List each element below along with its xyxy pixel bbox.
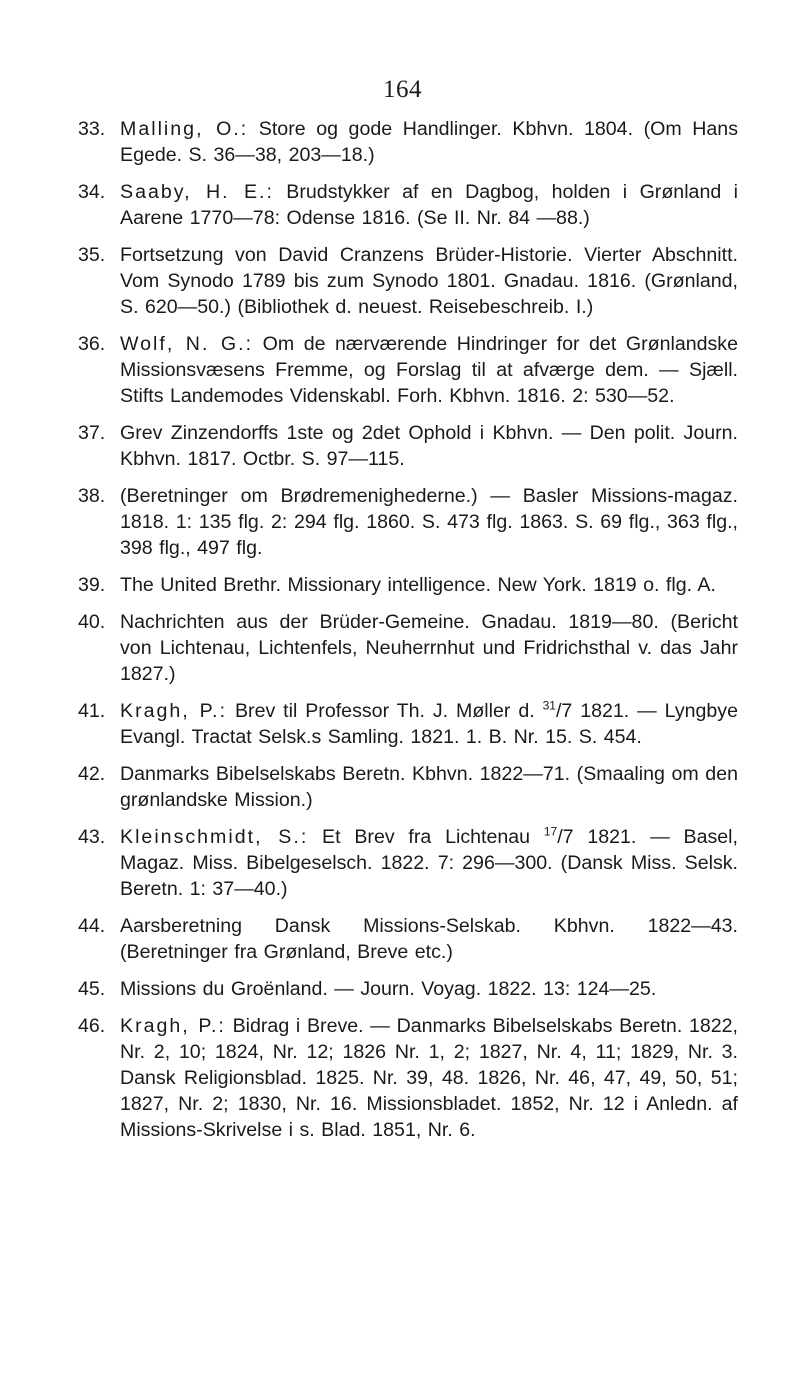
bibliography-entry: [78, 976, 738, 1002]
entry-author: Malling, O.:: [120, 118, 249, 140]
entry-number: 44.: [78, 915, 106, 937]
bibliography-entry: [78, 242, 738, 320]
entry-text-continued: /7 1821. — Lyngbye Evangl. Tractat Selsk.s Samling. 1821. 1. B. Nr. 15. S. 454.: [120, 700, 738, 748]
entry-text: Danmarks Bibelselskabs Beretn. Kbhvn. 1822—71. (Smaaling om den grønlandske Mission.): [120, 763, 738, 811]
entry-text: Store og gode Handlinger. Kbhvn. 1804. (Om Hans Egede. S. 36—38, 203—18.): [120, 118, 738, 166]
entry-author: Kleinschmidt, S.:: [120, 826, 309, 848]
bibliography-entry: [78, 572, 738, 598]
entry-number: 38.: [78, 485, 106, 507]
entry-number: 41.: [78, 700, 106, 722]
page-number: 164: [383, 76, 422, 103]
bibliography-entry: [78, 483, 738, 561]
entry-number: 34.: [78, 181, 106, 203]
entry-number: 40.: [78, 611, 106, 633]
bibliography-entry: [78, 824, 738, 902]
entry-author: Wolf, N. G.:: [120, 333, 254, 355]
bibliography-entry: [78, 1013, 738, 1143]
bibliography-entry: [78, 420, 738, 472]
entry-text: Aarsberetning Dansk Missions-Selskab. Kbhvn. 1822—43. (Beretninger fra Grønland, Breve etc.): [120, 915, 738, 963]
bibliography-list: [78, 116, 738, 1154]
entry-number: 46.: [78, 1015, 106, 1037]
entry-author: Saaby, H. E.:: [120, 181, 274, 203]
entry-author: Kragh, P.:: [120, 1015, 226, 1037]
entry-text: Brev til Professor Th. J. Møller d.: [227, 700, 543, 722]
entry-number: 35.: [78, 244, 106, 266]
entry-text: Nachrichten aus der Brüder-Gemeine. Gnadau. 1819—80. (Bericht von Lichtenau, Lichtenfels, Neuherrnhut und Fridrichsthal v. das Jahr 1827.): [120, 611, 738, 685]
bibliography-entry: [78, 913, 738, 965]
date-superscript: 17: [543, 824, 558, 839]
bibliography-entry: [78, 698, 738, 750]
bibliography-entry: [78, 116, 738, 168]
entry-number: 42.: [78, 763, 106, 785]
entry-text: (Beretninger om Brødremenighederne.) — Basler Missions-magaz. 1818. 1: 135 flg. 2: 294 flg. 1860. S. 473 flg. 1863. S. 69 flg., 363 flg., 398 flg., 497 flg.: [120, 485, 738, 559]
entry-text: Om de nærværende Hindringer for det Grønlandske Missionsvæsens Fremme, og Forslag til at afværge dem. — Sjæll. Stifts Landemodes Videnskabl. Forh. Kbhvn. 1816. 2: 530—52.: [120, 333, 738, 407]
bibliography-entry: [78, 331, 738, 409]
entry-text: The United Brethr. Missionary intelligence. New York. 1819 o. flg. A.: [120, 574, 716, 596]
bibliography-entry: [78, 761, 738, 813]
entry-number: 45.: [78, 978, 106, 1000]
entry-text: Fortsetzung von David Cranzens Brüder-Historie. Vierter Abschnitt. Vom Synodo 1789 bis zum Synodo 1801. Gnadau. 1816. (Grønland, S. 620—50.) (Bibliothek d. neuest. Reisebeschreib. I.): [120, 244, 738, 318]
entry-text: Brudstykker af en Dagbog, holden i Grønland i Aarene 1770—78: Odense 1816. (Se II. Nr. 84 —88.): [120, 181, 738, 229]
entry-number: 33.: [78, 118, 106, 140]
entry-author: Kragh, P.:: [120, 700, 228, 722]
entry-text: Missions du Groënland. — Journ. Voyag. 1822. 13: 124—25.: [120, 978, 657, 1000]
entry-text: Et Brev fra Lichtenau: [308, 826, 544, 848]
entry-text: Grev Zinzendorffs 1ste og 2det Ophold i Kbhvn. — Den polit. Journ. Kbhvn. 1817. Octbr. S. 97—115.: [120, 422, 738, 470]
entry-number: 37.: [78, 422, 106, 444]
entry-number: 36.: [78, 333, 106, 355]
entry-text: Bidrag i Breve. — Danmarks Bibelselskabs Beretn. 1822, Nr. 2, 10; 1824, Nr. 12; 1826 Nr. 1, 2; 1827, Nr. 4, 11; 1829, Nr. 3. Dansk Religionsblad. 1825. Nr. 39, 48. 1826, Nr. 46, 47, 49, 50, 51; 1827, Nr. 2; 1830, Nr. 16. Missionsbladet. 1852, Nr. 12 i Anledn. af Missions-Skrivelse i s. Blad. 1851, Nr. 6.: [120, 1015, 738, 1141]
bibliography-entry: [78, 609, 738, 687]
entry-number: 43.: [78, 826, 106, 848]
entry-text-continued: /7 1821. — Basel, Magaz. Miss. Bibelgeselsch. 1822. 7: 296—300. (Dansk Miss. Selsk. Beretn. 1: 37—40.): [120, 826, 738, 900]
bibliography-entry: [78, 179, 738, 231]
entry-number: 39.: [78, 574, 106, 596]
date-superscript: 31: [542, 698, 556, 713]
